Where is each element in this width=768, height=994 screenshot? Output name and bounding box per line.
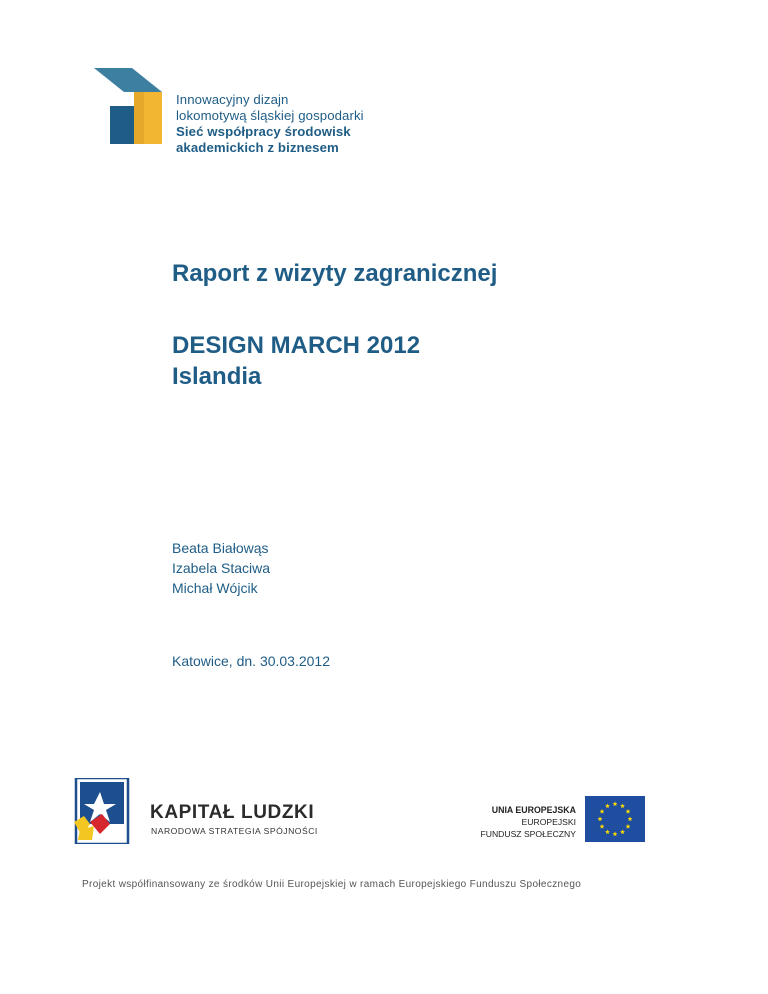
event-heading — [172, 330, 420, 392]
cofinancing-note: Projekt współfinansowany ze środków Unii Europejskiej w ramach Europejskiego Funduszu Społecznego — [82, 879, 582, 890]
event-country: Islandia — [172, 363, 262, 390]
eu-flag-icon — [585, 796, 645, 842]
header-logo-line-1: Innowacyjny dizajn — [176, 92, 289, 107]
author-name: Izabela Staciwa — [172, 560, 271, 576]
document-title: Raport z wizyty zagranicznej — [172, 260, 498, 287]
eu-union-label: UNIA EUROPEJSKA — [491, 805, 576, 815]
cube-logo-icon — [92, 66, 164, 150]
place-date: Katowice, dn. 30.03.2012 — [172, 653, 331, 669]
header-logo-text — [176, 92, 364, 156]
header-logo-line-2: lokomotywą śląskiej gospodarki — [176, 108, 364, 123]
header-logo-line-4: akademickich z biznesem — [176, 140, 339, 155]
author-name: Michał Wójcik — [172, 580, 258, 596]
kapital-ludzki-title: KAPITAŁ LUDZKI — [150, 802, 315, 823]
eu-fund-label-1: EUROPEJSKI — [521, 817, 576, 827]
event-name: DESIGN MARCH 2012 — [172, 332, 421, 359]
eu-fund-label-2: FUNDUSZ SPOŁECZNY — [480, 829, 576, 839]
header-logo-line-3: Sieć współpracy środowisk — [176, 124, 351, 139]
eu-text-block — [481, 804, 577, 840]
kapital-ludzki-logo-icon — [74, 778, 130, 844]
authors-list — [172, 538, 270, 598]
author-name: Beata Białowąs — [172, 540, 269, 556]
kapital-ludzki-subtitle: NARODOWA STRATEGIA SPÓJNOŚCI — [151, 826, 318, 836]
